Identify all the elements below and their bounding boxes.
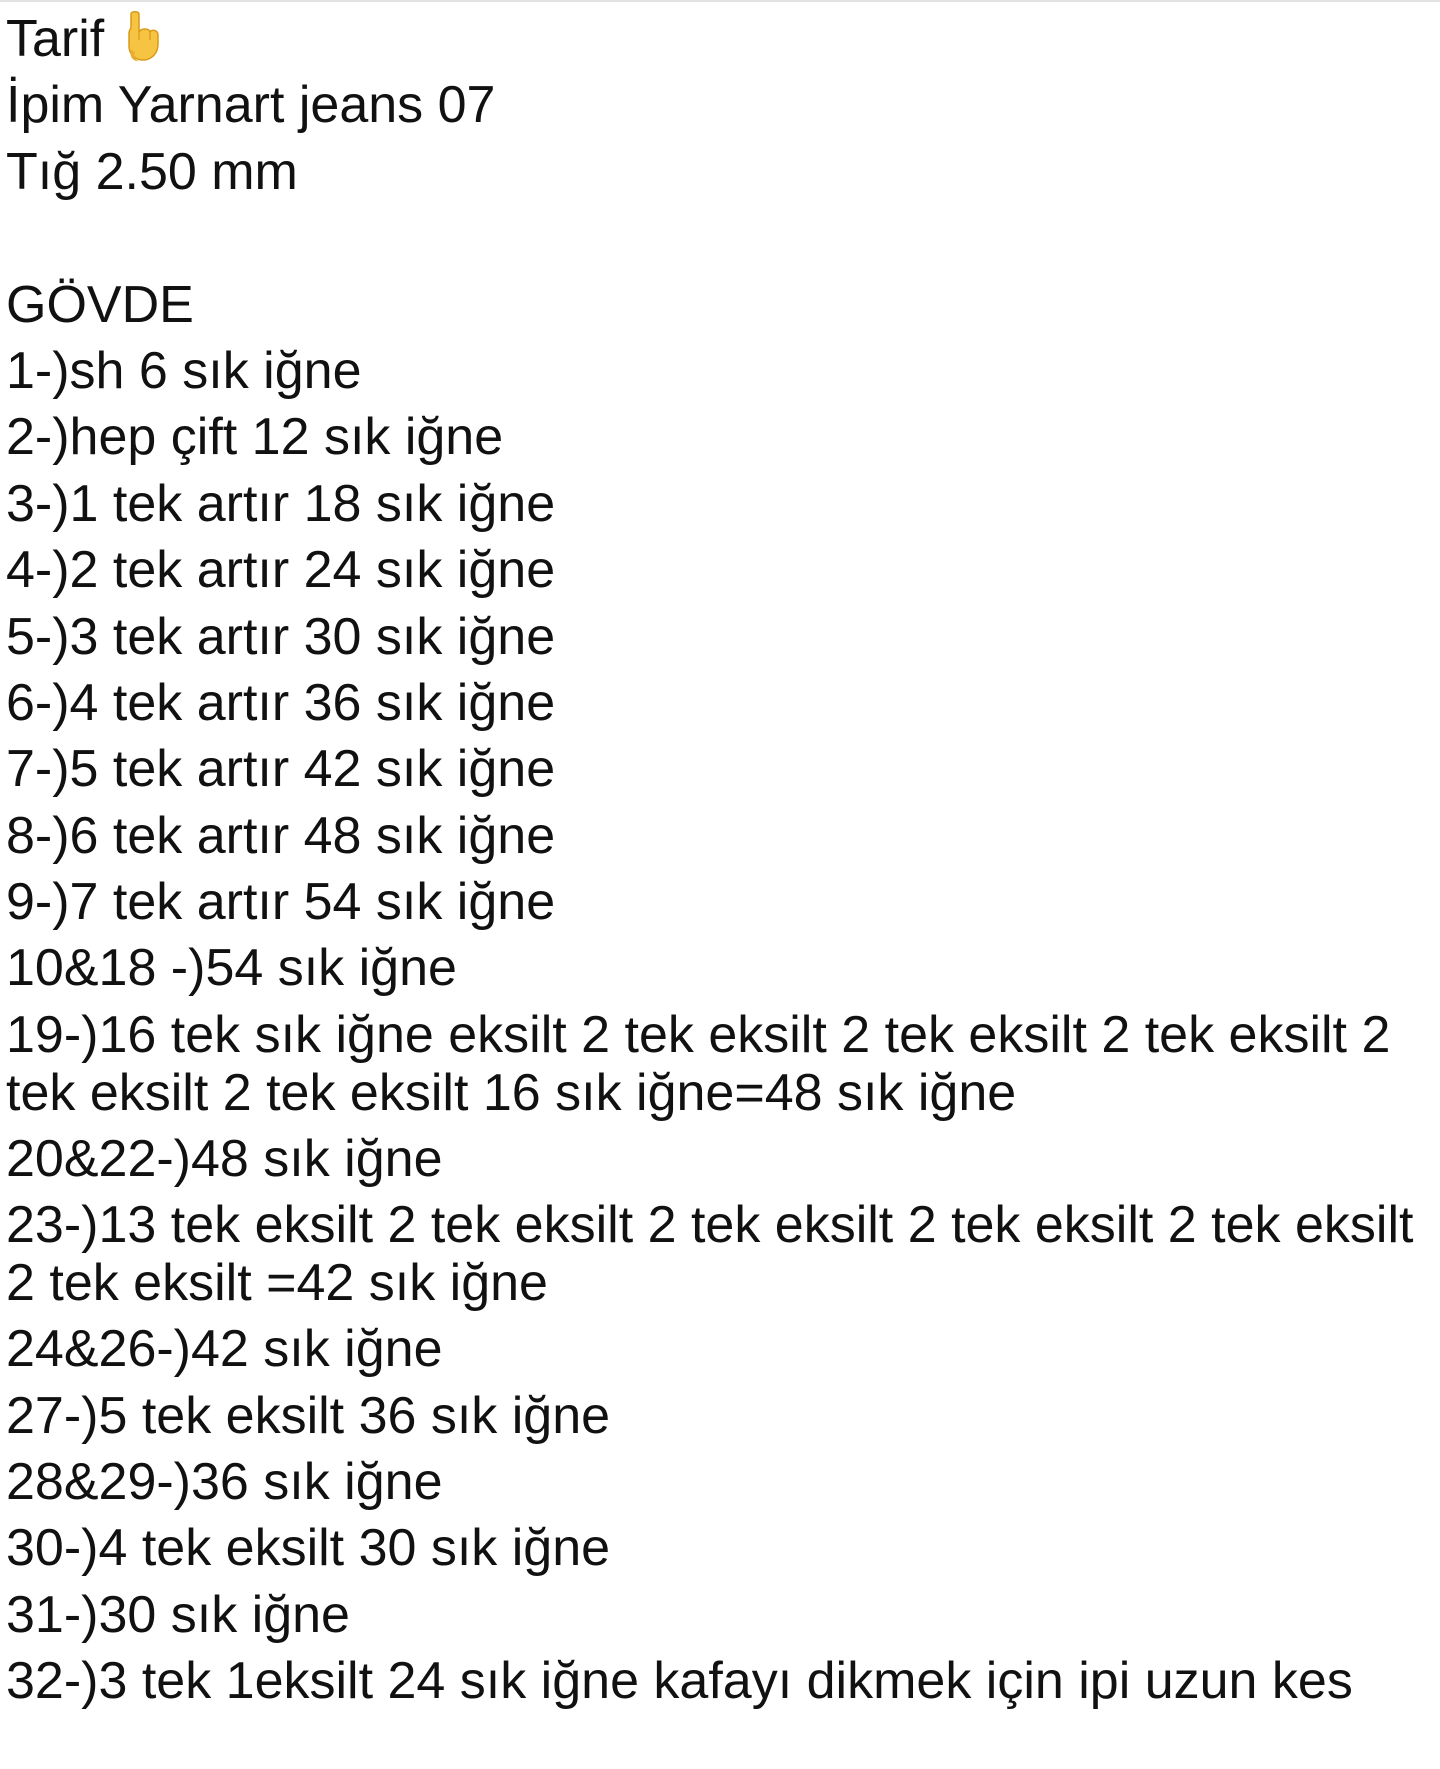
recipe-row: 24&26-)42 sık iğne: [6, 1320, 443, 1379]
recipe-row: 23-)13 tek eksilt 2 tek eksilt 2 tek eksilt 2 tek eksilt 2 tek eksilt 2 tek eksilt =42 sık iğne: [6, 1196, 1414, 1313]
recipe-row: 32-)3 tek 1eksilt 24 sık iğne kafayı dikmek için ipi uzun kes: [6, 1652, 1353, 1711]
section-heading: GÖVDE: [6, 275, 194, 334]
blank-line: [6, 205, 1440, 271]
top-divider: [0, 0, 1440, 2]
recipe-row: 30-)4 tek eksilt 30 sık iğne: [6, 1519, 611, 1578]
recipe-row: 19-)16 tek sık iğne eksilt 2 tek eksilt 2 tek eksilt 2 tek eksilt 2 tek eksilt 2 tek eksilt 16 sık iğne=48 sık iğne: [6, 1005, 1391, 1122]
recipe-row: 31-)30 sık iğne: [6, 1585, 350, 1644]
hook-info: Tığ 2.50 mm: [6, 142, 298, 201]
recipe-note: [6, 6, 1440, 1715]
recipe-row: 28&29-)36 sık iğne: [6, 1453, 443, 1512]
recipe-row: 4-)2 tek artır 24 sık iğne: [6, 541, 556, 600]
recipe-row: 8-)6 tek artır 48 sık iğne: [6, 806, 556, 865]
recipe-row: 2-)hep çift 12 sık iğne: [6, 408, 504, 467]
yarn-info: İpim Yarnart jeans 07: [6, 76, 496, 135]
pointing-down-hand-icon: [123, 10, 163, 78]
recipe-row: 9-)7 tek artır 54 sık iğne: [6, 873, 556, 932]
recipe-title-line: [6, 6, 1440, 72]
recipe-title: Tarif: [6, 10, 105, 68]
recipe-row: 10&18 -)54 sık iğne: [6, 939, 457, 998]
recipe-row: 20&22-)48 sık iğne: [6, 1129, 443, 1188]
recipe-row: 3-)1 tek artır 18 sık iğne: [6, 474, 556, 533]
recipe-row: 6-)4 tek artır 36 sık iğne: [6, 673, 556, 732]
recipe-row: 27-)5 tek eksilt 36 sık iğne: [6, 1386, 611, 1445]
recipe-row: 7-)5 tek artır 42 sık iğne: [6, 740, 556, 799]
recipe-row: 5-)3 tek artır 30 sık iğne: [6, 607, 556, 666]
recipe-row: 1-)sh 6 sık iğne: [6, 341, 362, 400]
